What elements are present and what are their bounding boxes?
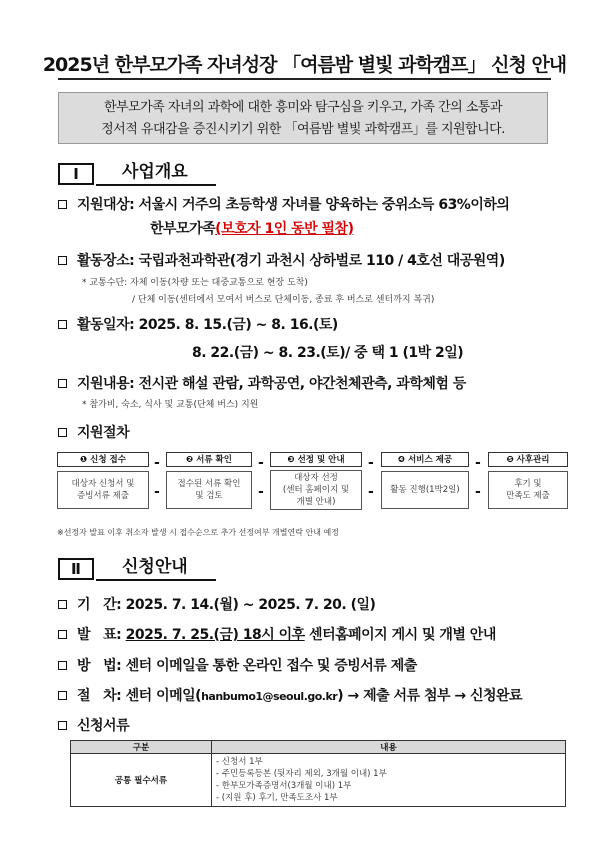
content-text: 전시관 해설 관람, 과학공연, 야간천체관측, 과학체험 등: [138, 376, 466, 392]
docs-table: [70, 740, 566, 807]
place-note-1: * 교통수단: 자체 이동(차량 또는 대중교통으로 현장 도착): [82, 278, 308, 288]
list-item: - (지원 후) 후기, 만족도조사 1부: [216, 793, 338, 803]
square-bullet-icon: [58, 630, 67, 639]
place-label: 활동장소:: [77, 253, 135, 269]
target-row-2: [150, 218, 353, 238]
table-cell-category: 공통 필수서류: [71, 754, 212, 807]
section-2-number: Ⅱ: [58, 558, 94, 580]
docs-table-wrap: [70, 740, 566, 807]
step-2-head: ❷ 서류 확인: [166, 452, 252, 467]
docs-label: 신청서류: [77, 718, 130, 734]
procedure-text-b: ) → 제출 서류 첨부 → 신청완료: [337, 688, 523, 704]
place-note-2: / 단체 이동(센터에서 모여서 버스로 단체이동, 종료 후 버스로 센터까지 복귀): [132, 295, 435, 305]
intro-box: [58, 92, 548, 144]
procedure-text-a: 센터 이메일(: [125, 688, 202, 704]
step-4-body-line: 활동 진행(1박2일): [390, 485, 460, 495]
table-header-category: 구분: [71, 741, 212, 754]
step-dash: -: [154, 484, 160, 500]
procedure-label: 절 차:: [77, 688, 122, 704]
step-3-body-line: 대상자 선정: [294, 473, 338, 483]
date-label: 활동일자:: [77, 317, 135, 333]
step-1-body-line: 대상자 신청서 및: [71, 479, 135, 489]
title-underline: [58, 78, 551, 80]
step-3-head: ❸ 선정 및 안내: [270, 452, 362, 467]
announce-label: 발 표:: [77, 627, 122, 643]
section-1-title: 사업개요: [96, 162, 216, 186]
step-2: [166, 452, 252, 509]
step-5-body: [488, 471, 568, 509]
square-bullet-icon: [58, 200, 67, 209]
step-5: [488, 452, 568, 509]
square-bullet-icon: [58, 320, 67, 329]
announce-date: 2025. 7. 25.(금) 18시 이후: [125, 627, 305, 643]
announce-text: 센터홈페이지 게시 및 개별 안내: [309, 627, 496, 643]
list-item: - 한부모가족증명서(3개월 이내) 1부: [216, 781, 352, 791]
period-text: 2025. 7. 14.(월) ~ 2025. 7. 20. (일): [125, 597, 376, 613]
square-bullet-icon: [58, 428, 67, 437]
step-1: [57, 452, 149, 509]
step-1-head: ❶ 신청 접수: [57, 452, 149, 467]
step-dash: -: [258, 484, 264, 500]
step-4-body: [381, 471, 469, 509]
target-highlight: (보호자 1인 동반 필참): [215, 221, 354, 237]
step-4-head: ❹ 서비스 제공: [381, 452, 469, 467]
target-text: 서울시 거주의 초등학생 자녀를 양육하는 중위소득 63%이하의: [138, 197, 510, 213]
period-label: 기 간:: [77, 597, 122, 613]
square-bullet-icon: [58, 256, 67, 265]
square-bullet-icon: [58, 661, 67, 670]
step-5-body-line: 후기 및: [514, 479, 542, 489]
page-title: 2025년 한부모가족 자녀성장 「여름밤 별빛 과학캠프」 신청 안내: [42, 54, 567, 76]
date-text-1: 2025. 8. 15.(금) ~ 8. 16.(토): [138, 317, 338, 333]
step-5-body-line: 만족도 제출: [506, 491, 550, 501]
step-1-body-line: 증빙서류 제출: [77, 491, 129, 501]
step-2-body-line: 접수된 서류 확인: [177, 479, 241, 489]
step-3: [270, 452, 362, 510]
intro-line-2: 정서적 유대감을 증진시키기 위한 「여름밤 별빛 과학캠프」를 지원합니다.: [101, 122, 505, 137]
list-item: - 신청서 1부: [216, 757, 263, 767]
square-bullet-icon: [58, 600, 67, 609]
table-cell-items: [212, 754, 566, 807]
step-2-body: [166, 471, 252, 509]
target-row: [58, 194, 509, 214]
method-text: 센터 이메일을 통한 온라인 접수 및 증빙서류 제출: [125, 658, 417, 674]
content-note: * 참가비, 숙소, 식사 및 교통(단체 버스) 지원: [82, 400, 259, 410]
place-row: [58, 250, 505, 270]
step-5-head: ❺ 사후관리: [488, 452, 568, 467]
step-dash: -: [368, 484, 374, 500]
step-1-body: [57, 471, 149, 509]
step-2-body-line: 및 검토: [195, 491, 223, 501]
method-label: 방 법:: [77, 658, 122, 674]
step-dash: -: [258, 455, 264, 471]
step-3-body: [270, 470, 362, 510]
date-row: [58, 314, 338, 334]
step-dash: -: [475, 484, 481, 500]
intro-line-1: 한부모가족 자녀의 과학에 대한 흥미와 탐구심을 키우고, 가족 간의 소통과: [103, 100, 503, 115]
step-4: [381, 452, 469, 509]
step-dash: -: [154, 455, 160, 471]
target-text-2: 한부모가족: [150, 221, 216, 237]
procedure-row: [58, 685, 522, 705]
announce-row: [58, 624, 496, 644]
square-bullet-icon: [58, 691, 67, 700]
section-1-number: Ⅰ: [58, 163, 94, 185]
docs-row: [58, 715, 129, 735]
table-header-row: [71, 741, 566, 754]
process-row: [58, 422, 129, 442]
process-label: 지원절차: [77, 425, 130, 441]
section-2-title: 신청안내: [96, 557, 216, 581]
step-dash: -: [475, 455, 481, 471]
date-text-2: 8. 22.(금) ~ 8. 23.(토)/ 중 택 1 (1박 2일): [192, 345, 464, 361]
step-3-body-line: 개별 안내): [296, 497, 336, 507]
content-label: 지원내용:: [77, 376, 135, 392]
procedure-email: hanbumo1@seoul.go.kr: [201, 690, 338, 703]
content-row: [58, 373, 466, 393]
square-bullet-icon: [58, 721, 67, 730]
square-bullet-icon: [58, 379, 67, 388]
table-header-content: 내용: [212, 741, 566, 754]
step-3-body-line: (센터 홈페이지 및: [282, 485, 350, 495]
period-row: [58, 594, 375, 614]
step-dash: -: [368, 455, 374, 471]
method-row: [58, 655, 417, 675]
list-item: - 주민등록등본 (뒷자리 제외, 3개월 이내) 1부: [216, 769, 387, 779]
place-text: 국립과천과학관(경기 과천시 상하벌로 110 / 4호선 대공원역): [138, 253, 505, 269]
target-label: 지원대상:: [77, 197, 135, 213]
table-row: [71, 754, 566, 807]
process-note: ※선정자 발표 이후 취소자 발생 시 접수순으로 추가 선정여부 개별연락 안내 예정: [57, 528, 339, 537]
